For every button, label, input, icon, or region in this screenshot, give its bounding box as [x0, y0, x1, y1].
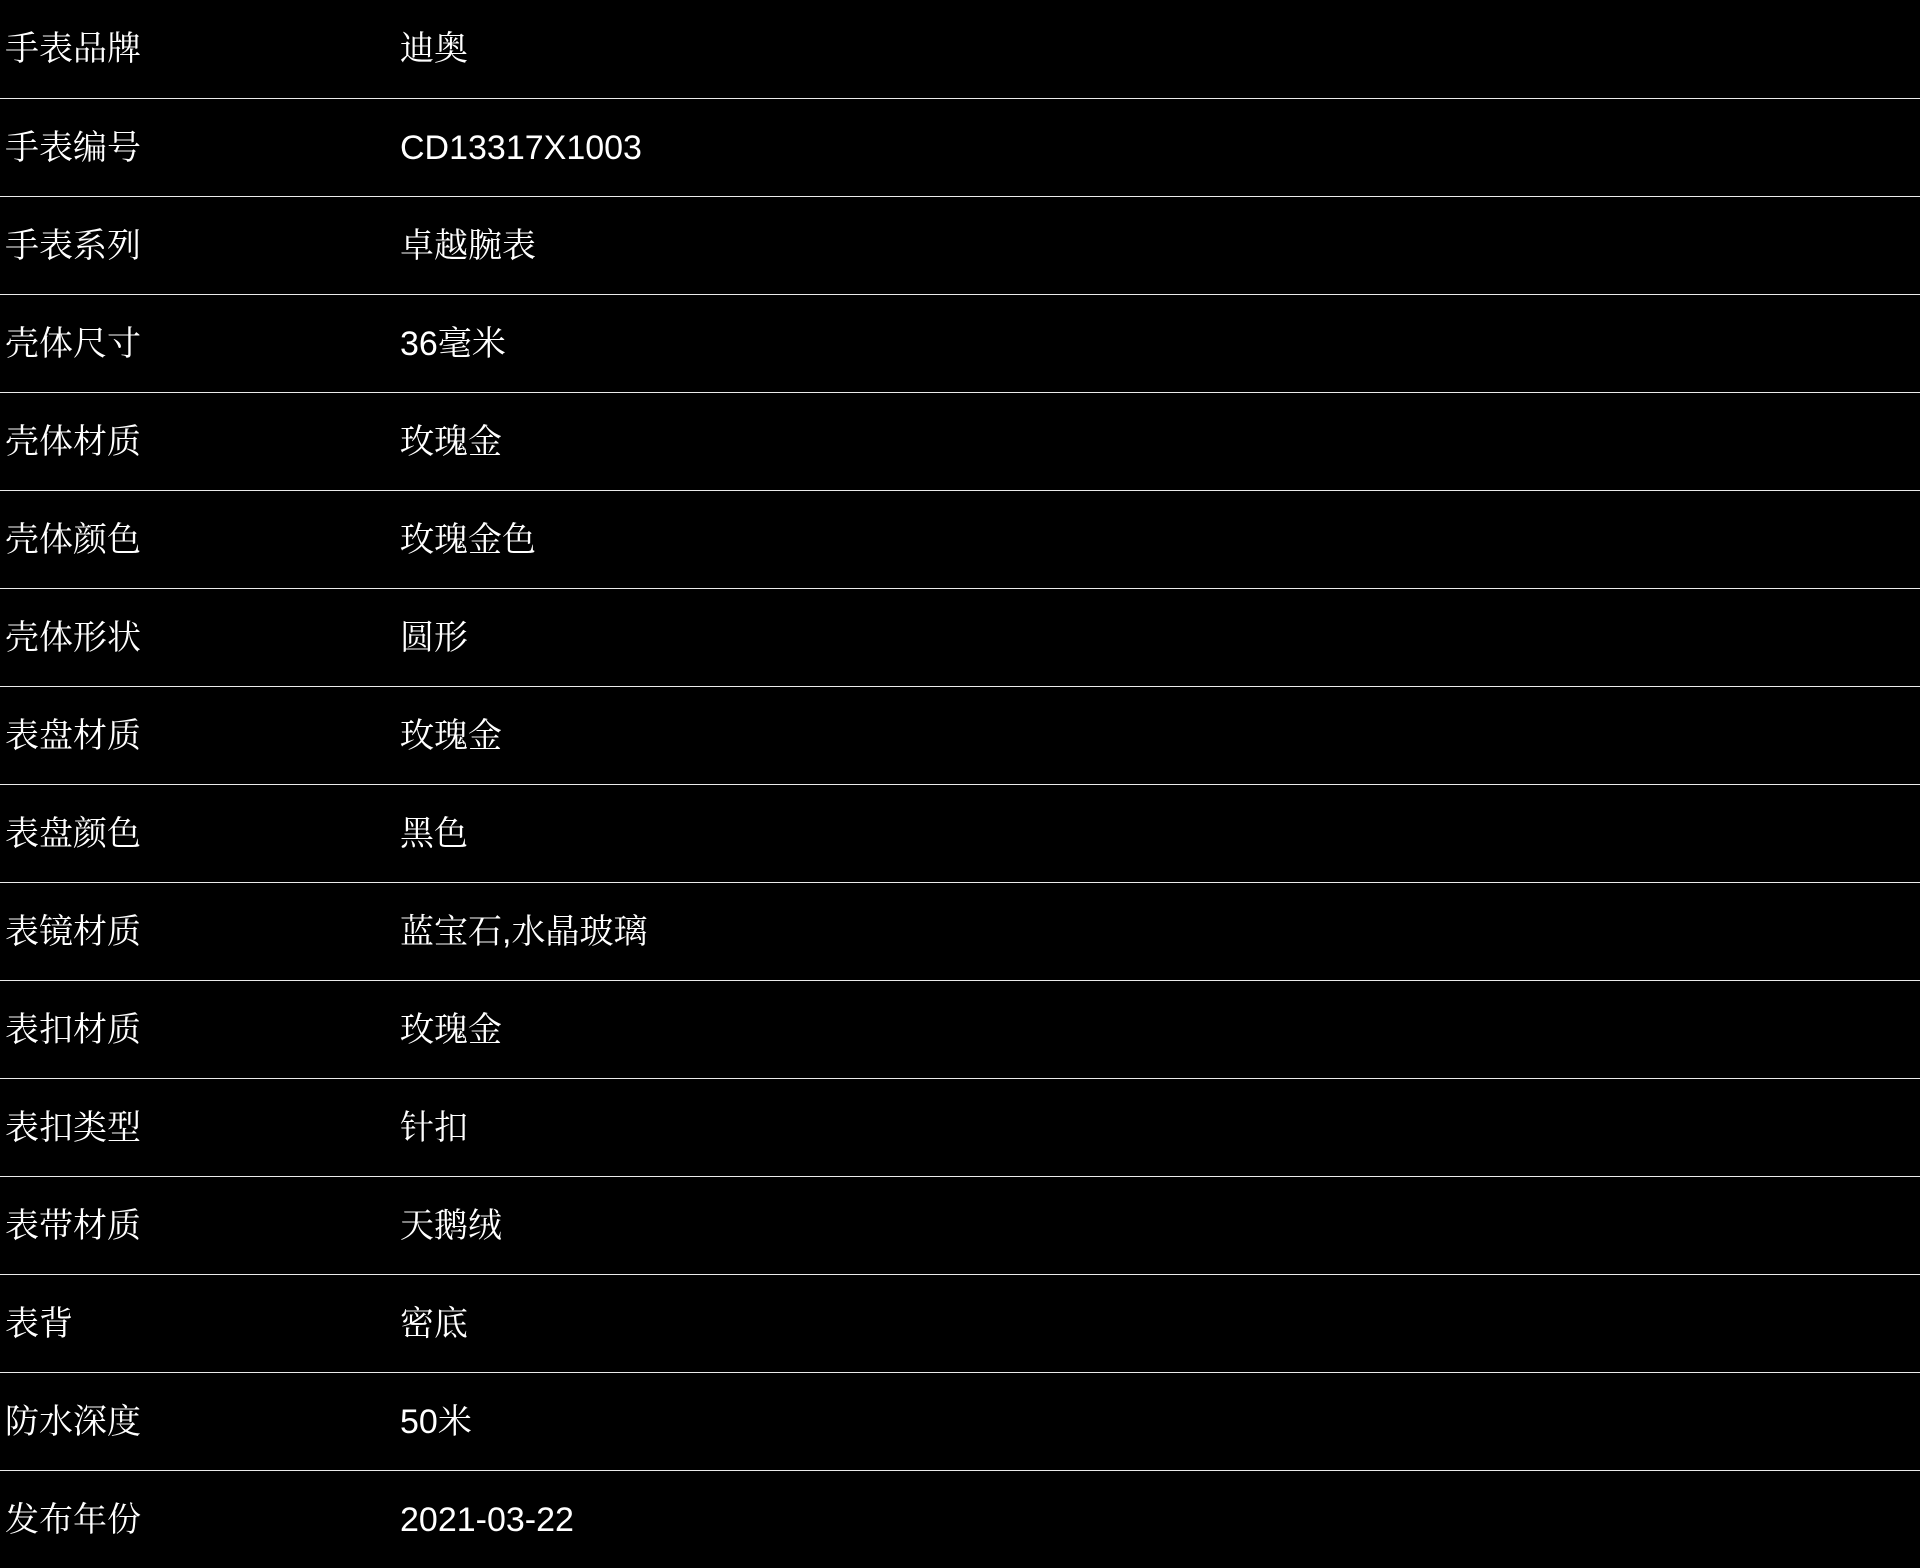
spec-value: CD13317X1003 [400, 128, 642, 167]
spec-label: 表扣类型 [5, 1108, 141, 1147]
spec-value: 黑色 [400, 814, 468, 853]
table-row [0, 1274, 1920, 1372]
spec-value: 天鹅绒 [400, 1206, 502, 1245]
spec-label: 壳体颜色 [5, 520, 141, 559]
table-row [0, 686, 1920, 784]
spec-value: 圆形 [400, 618, 468, 657]
spec-value: 玫瑰金色 [400, 520, 536, 559]
spec-value: 迪奥 [400, 30, 468, 68]
table-row [0, 196, 1920, 294]
table-row [0, 1470, 1920, 1568]
spec-value: 密底 [400, 1304, 468, 1343]
spec-value: 玫瑰金 [400, 1010, 502, 1049]
spec-label: 发布年份 [5, 1500, 141, 1539]
table-row [0, 588, 1920, 686]
spec-label: 表镜材质 [5, 912, 141, 951]
spec-label: 表带材质 [5, 1206, 141, 1245]
table-row [0, 784, 1920, 882]
spec-value: 玫瑰金 [400, 422, 502, 461]
spec-value: 36毫米 [400, 324, 506, 363]
table-row [0, 392, 1920, 490]
spec-value: 卓越腕表 [400, 226, 536, 265]
table-row [0, 98, 1920, 196]
spec-label: 壳体尺寸 [5, 324, 141, 363]
spec-value: 针扣 [400, 1108, 468, 1147]
spec-label: 表扣材质 [5, 1010, 141, 1049]
spec-label: 表盘材质 [5, 716, 141, 755]
spec-label: 手表系列 [5, 226, 141, 265]
spec-value: 蓝宝石,水晶玻璃 [400, 912, 648, 951]
spec-label: 壳体材质 [5, 422, 141, 461]
spec-label: 壳体形状 [5, 618, 141, 657]
spec-value: 2021-03-22 [400, 1500, 574, 1539]
spec-label: 手表品牌 [5, 30, 141, 68]
table-row [0, 980, 1920, 1078]
table-row [0, 1078, 1920, 1176]
spec-label: 防水深度 [5, 1402, 141, 1441]
spec-label: 表盘颜色 [5, 814, 141, 853]
spec-label: 手表编号 [5, 128, 141, 167]
table-row [0, 882, 1920, 980]
table-row [0, 0, 1920, 98]
table-row [0, 1176, 1920, 1274]
spec-label: 表背 [5, 1304, 73, 1343]
table-row [0, 294, 1920, 392]
spec-value: 50米 [400, 1402, 472, 1441]
table-row [0, 490, 1920, 588]
table-row [0, 1372, 1920, 1470]
spec-value: 玫瑰金 [400, 716, 502, 755]
